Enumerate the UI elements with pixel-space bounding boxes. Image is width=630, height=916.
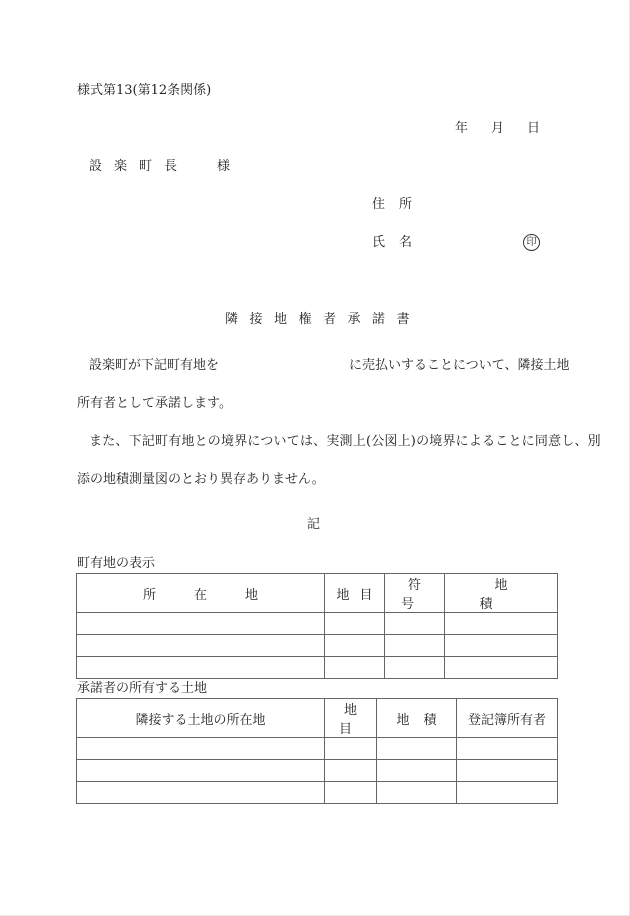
name-label: 氏名 (372, 235, 427, 250)
cell-land-category[interactable] (325, 635, 385, 657)
cell-code[interactable] (385, 657, 445, 679)
header-label: 所在地 (142, 587, 296, 603)
header-land-category (325, 699, 377, 738)
form-number: 様式第13(第12条関係) (77, 83, 212, 98)
header-label: 地積 (396, 712, 451, 728)
table-row (77, 657, 558, 679)
cell-adjacent-location[interactable] (77, 760, 325, 782)
cell-registered-owner[interactable] (457, 782, 558, 804)
table-row (77, 738, 558, 760)
header-label: 地目 (336, 587, 383, 603)
header-label: 符号 (400, 578, 435, 612)
table-row (77, 760, 558, 782)
seal-mark-icon: 印 (523, 234, 540, 251)
header-location (77, 574, 325, 613)
cell-area[interactable] (377, 760, 457, 782)
name-field[interactable] (420, 236, 515, 250)
address-label: 住所 (372, 197, 427, 212)
table-header-row (77, 574, 558, 613)
date-year-label: 年 (455, 121, 469, 136)
cell-land-category[interactable] (325, 613, 385, 635)
header-registered-owner (457, 699, 558, 738)
table-row (77, 782, 558, 804)
table-row (77, 635, 558, 657)
body-para2-line2: 添の地積測量図のとおり異存ありません。 (77, 472, 325, 487)
body-para1-prefix: 設楽町が下記町有地を (89, 358, 220, 373)
cell-land-category[interactable] (325, 738, 377, 760)
cell-area[interactable] (445, 635, 558, 657)
date-month-label: 月 (491, 121, 505, 136)
header-label: 登記簿所有者 (467, 712, 546, 728)
cell-area[interactable] (445, 613, 558, 635)
addressee-name: 設楽町長 (89, 159, 190, 174)
address-field[interactable] (420, 198, 550, 212)
cell-code[interactable] (385, 613, 445, 635)
cell-registered-owner[interactable] (457, 738, 558, 760)
header-code (385, 574, 445, 613)
header-area (377, 699, 457, 738)
cell-land-category[interactable] (325, 782, 377, 804)
cell-area[interactable] (377, 782, 457, 804)
header-adjacent-location (77, 699, 325, 738)
addressee-honorific: 様 (217, 159, 231, 174)
header-label: 地積 (479, 578, 538, 612)
town-land-table (76, 573, 558, 679)
ki-heading: 記 (307, 517, 321, 532)
body-para2-line1: また、下記町有地との境界については、実測上(公図上)の境界によることに同意し、別 (89, 434, 601, 449)
table-row (77, 613, 558, 635)
cell-land-category[interactable] (325, 760, 377, 782)
cell-location[interactable] (77, 657, 325, 679)
body-para1-suffix: に売払いすることについて、隣接土地 (349, 358, 570, 373)
cell-adjacent-location[interactable] (77, 782, 325, 804)
cell-location[interactable] (77, 635, 325, 657)
cell-land-category[interactable] (325, 657, 385, 679)
cell-adjacent-location[interactable] (77, 738, 325, 760)
body-para1-line2: 所有者として承諾します。 (77, 396, 232, 411)
header-area (445, 574, 558, 613)
document-title: 隣接地権者承諾書 (225, 312, 422, 327)
cell-location[interactable] (77, 613, 325, 635)
header-land-category (325, 574, 385, 613)
header-label: 隣接する土地の所在地 (135, 712, 266, 728)
cell-area[interactable] (445, 657, 558, 679)
cell-area[interactable] (377, 738, 457, 760)
table-header-row (77, 699, 558, 738)
consenter-land-table (76, 698, 558, 804)
purchaser-blank-field[interactable] (210, 359, 345, 373)
date-day-label: 日 (527, 121, 541, 136)
table1-caption: 町有地の表示 (77, 556, 156, 571)
cell-code[interactable] (385, 635, 445, 657)
cell-registered-owner[interactable] (457, 760, 558, 782)
table2-caption: 承諾者の所有する土地 (77, 681, 208, 696)
header-label: 地目 (338, 703, 367, 737)
